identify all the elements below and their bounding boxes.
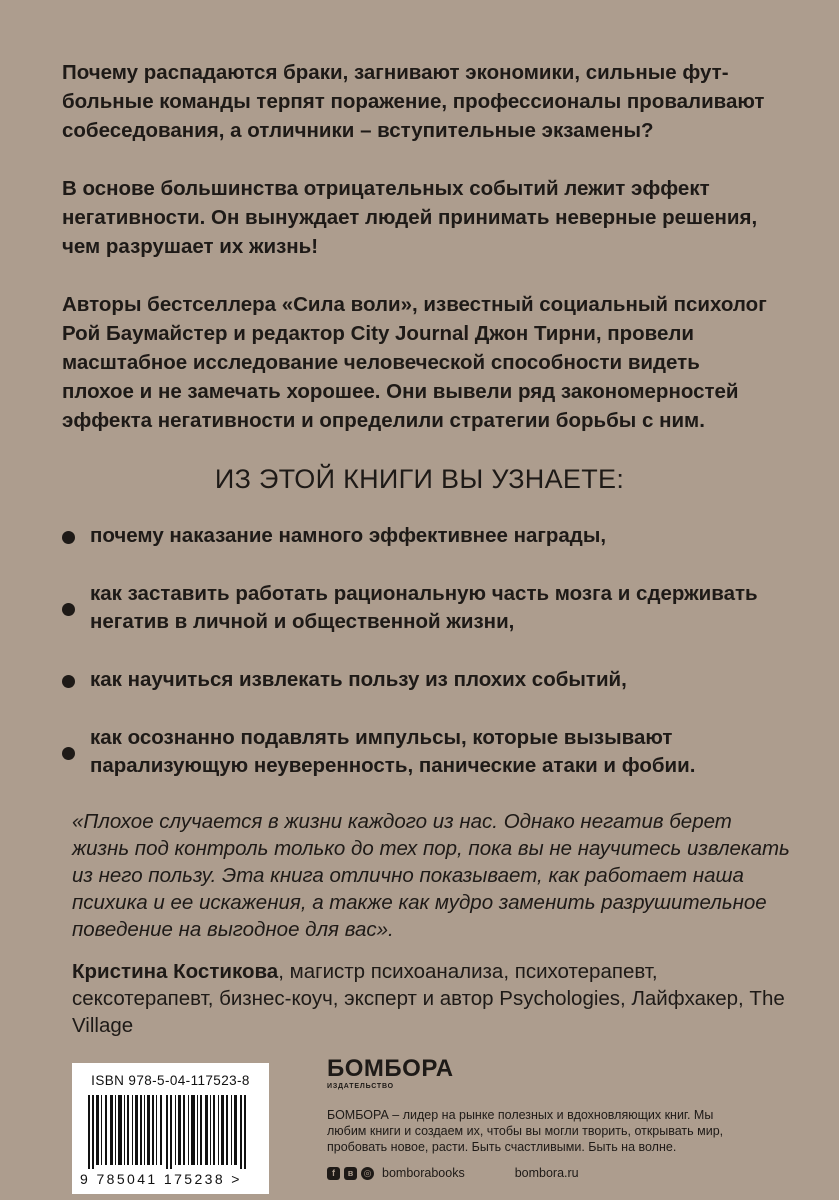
review-quote: «Плохое случается в жизни каждого из нас. Однако негатив берет жизнь под контроль только до тех пор, пока вы не научитесь извлекать из него пользу. Эта книга отлично показывает, как работает наша психика и ее искажения, а также как мудро заменить разрушительное поведение на выгодное для вас». — [72, 810, 790, 941]
publisher-social — [327, 1166, 747, 1180]
list-item-text: как осознанно подавлять импульсы, которые вызывают парализующую неуверенность, панические атаки и фобии. — [90, 726, 696, 777]
barcode-digits: 9 785041 175238 > — [80, 1171, 242, 1187]
publisher-website: bombora.ru — [514, 1166, 579, 1180]
bullet-icon — [62, 747, 75, 760]
intro-paragraph-2: В основе большинства отрицательных событий лежит эффект негативности. Он вынуждает людей принимать неверные решения, чем разрушает их жизнь! — [62, 177, 758, 258]
review-author — [72, 958, 792, 1039]
list-item — [62, 666, 782, 694]
list-item — [62, 522, 782, 550]
list-item-text: как заставить работать рациональную часть мозга и сдерживать негатив в личной и общественной жизни, — [90, 582, 758, 633]
author-bio: , магистр психоанализа, психотерапевт, сексотерапевт, бизнес-коуч, эксперт и автор Psychologies, Лайфхакер, The Village — [72, 960, 785, 1037]
author-name: Кристина Костикова — [72, 960, 279, 983]
social-handle: bomborabooks — [382, 1166, 465, 1180]
publisher-logo: БОМБОРА — [327, 1055, 454, 1082]
bullet-list — [62, 522, 782, 780]
facebook-icon: f — [327, 1167, 340, 1180]
bullet-icon — [62, 531, 75, 544]
section-heading: ИЗ ЭТОЙ КНИГИ ВЫ УЗНАЕТЕ: — [214, 464, 625, 494]
list-item-text: почему наказание намного эффективнее награды, — [90, 524, 607, 547]
list-item — [62, 580, 782, 636]
instagram-icon: ◎ — [361, 1167, 374, 1180]
list-item — [62, 724, 782, 780]
barcode-bars — [88, 1095, 256, 1169]
bullet-icon — [62, 603, 75, 616]
publisher-logo-subtitle: ИЗДАТЕЛЬСТВО — [327, 1083, 394, 1090]
publisher-description: БОМБОРА – лидер на рынке полезных и вдохновляющих книг. Мы любим книги и создаем их, чтобы вы могли творить, открывать мир, пробовать новое, расти. Быть счастливыми. Быть на волне. — [327, 1108, 724, 1154]
bullet-icon — [62, 675, 75, 688]
intro-paragraph-1: Почему распадаются браки, загнивают экономики, сильные футбольные команды терпят поражение, профессионалы проваливают собеседования, а отличники – вступительные экзамены? — [62, 61, 765, 142]
publisher-block — [327, 1057, 747, 1180]
list-item-text: как научиться извлекать пользу из плохих событий, — [90, 668, 627, 691]
isbn-barcode — [72, 1063, 269, 1194]
intro-paragraph-3: Авторы бестселлера «Сила воли», известный социальный психолог Рой Баумайстер и редактор City Journal Джон Тирни, провели масштабное исследование человеческой способности видеть плохое и не замечать хорошее. Они вывели ряд закономерностей эффекта негативности и определили стратегии борьбы с ним. — [62, 293, 767, 432]
vk-icon: в — [344, 1167, 357, 1180]
isbn-number: ISBN 978-5-04-117523-8 — [91, 1073, 250, 1088]
